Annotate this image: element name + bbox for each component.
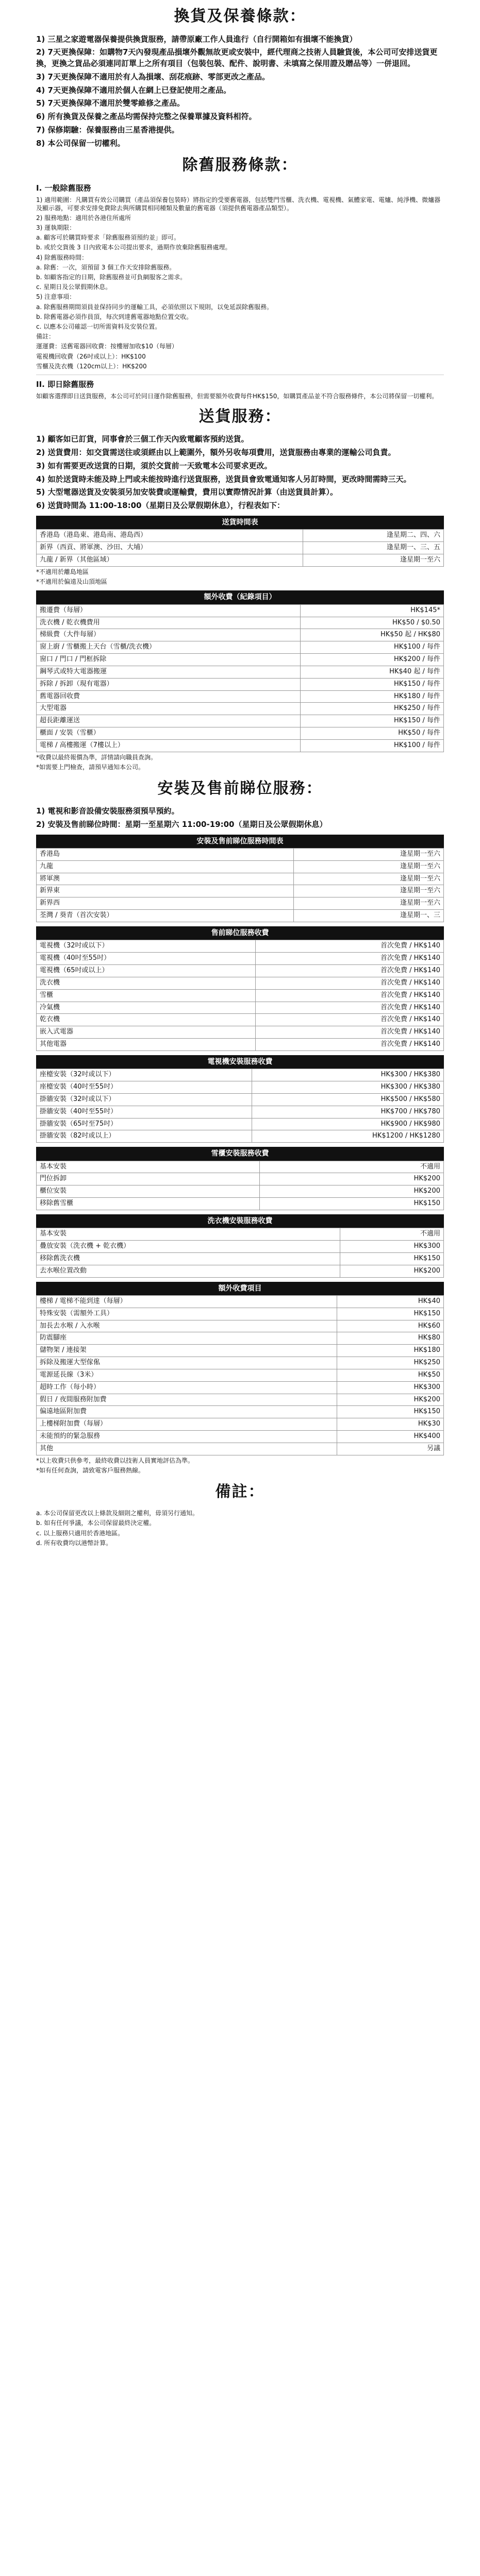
fridge-install-table [36,1147,444,1210]
cell: 搬遷費（每層） [37,604,301,617]
cell: 首次免費 / HK$140 [255,977,443,989]
table-head: 額外收費（紀錄項目） [36,590,444,604]
cell: HK$50 起 / HK$80 [301,629,444,641]
cell: HK$150 [340,1252,443,1265]
table-row [37,1369,444,1381]
cell: HK$145* [301,604,444,617]
remark-1: a. 本公司保留更改以上條款及細則之權利，毋須另行通知。 [36,1510,198,1517]
install-schedule-table [36,835,444,922]
cell: 梯級費（大件每層） [37,629,301,641]
cell: HK$200 [259,1185,443,1198]
table-row [37,989,444,1002]
cell: 電梯 / 高樓搬運（7樓以上） [37,740,301,752]
page [0,5,480,1559]
cell: 舊電器回收費 [37,690,301,703]
cell: 拆除 / 拆卸（現有電器） [37,678,301,690]
cell: HK$60 [337,1320,444,1332]
cell: 逢星期一、三、五 [303,541,443,554]
washer-install-table [36,1214,444,1278]
cell: HK$500 / HK$580 [252,1093,444,1106]
cell: 首次免費 / HK$140 [255,989,443,1002]
cell: 特殊安裝（需額外工具） [37,1308,337,1320]
cell: 儲物架 / 連接架 [37,1345,337,1357]
cell: 逢星期一至六 [303,554,443,566]
cell: 假日 / 夜間服務附加費 [37,1394,337,1406]
cell: HK$1200 / HK$1280 [252,1130,444,1143]
cell: 門位拆卸 [37,1173,260,1185]
cell: 首次免費 / HK$140 [255,940,443,953]
table-row [37,1357,444,1369]
install-terms [36,806,444,831]
sec1-p3b: b. 或於交貨後 3 日內致電本公司提出要求，過期作放棄除舊服務處理。 [36,244,231,251]
cell: 首次免費 / HK$140 [255,1026,443,1039]
cell: HK$40 起 / 每件 [301,666,444,678]
cell: 九龍 [37,860,294,873]
remark-2: b. 如有任何爭議，本公司保留最終決定權。 [36,1519,156,1527]
cell: 首次免費 / HK$140 [255,1002,443,1014]
table-head: 雪櫃安裝服務收費 [36,1147,444,1160]
cell: 首次免費 / HK$140 [255,1014,443,1026]
delivery-schedule-table [36,516,444,587]
term-3: 3) 7天更換保障不適用於有人為損壞、刮花痕跡、零部更改之產品。 [36,72,270,81]
cell: HK$50 / $0.50 [301,617,444,629]
delivery-terms [36,434,444,512]
cell: 電視機（40吋至55吋） [37,953,256,965]
sec1-p5b: b. 除舊電器必須作員頂，每次到達舊電器地點位置交收。 [36,313,193,320]
cell: HK$200 [259,1173,443,1185]
table-row [37,1308,444,1320]
cell: HK$900 / HK$980 [252,1118,444,1130]
title-remarks: 備註： [215,1482,265,1501]
term-8: 8) 本公司保留一切權利。 [36,138,125,148]
cell: HK$150 / 每件 [301,715,444,727]
cell: 電視機（65吋或以上） [37,964,256,977]
title-recycle: 除舊服務條款： [182,156,298,175]
table-row [37,703,444,715]
cell: 逢星期一至六 [293,897,444,910]
cell: 洗衣機 [37,977,256,989]
cell: HK$150 [259,1198,443,1210]
term-2: 2) 7天更換保障：如購物7天內發現產品損壞外觀無故更或安裝中，經代理商之技術人員驗貨後，本公司可安排送貨更換，更換之貨品必須連同訂單上之所有項目（包裝包裝、配件、說明書、未填寫之保用證及贈品等）一併退回。 [36,47,438,68]
table-row [37,977,444,989]
cell: HK$300 [340,1241,443,1253]
cell: 逢星期二、四、六 [303,530,443,542]
table-row [37,1295,444,1308]
cell: 逢星期一至六 [293,873,444,885]
cell: 移除舊洗衣機 [37,1252,340,1265]
fee-line-2: 運運費：送舊電器回收費：按樓層加收$10（每層） [36,343,178,350]
cell: 座檯安裝（40吋至55吋） [37,1081,252,1094]
sec1-p5head: 5) 注意事項： [36,293,76,301]
cell: 逢星期一至六 [293,860,444,873]
cell: 移除舊雪櫃 [37,1198,260,1210]
table-row [37,541,444,554]
table-row [37,690,444,703]
cell: 拆除及搬運大型傢俬 [37,1357,337,1369]
warranty-terms [36,34,444,149]
cell: 樓梯 / 電梯不能到達（每層） [37,1295,337,1308]
cell: 基本安裝 [37,1228,340,1241]
cell: 嵌入式電器 [37,1026,256,1039]
cell: HK$200 / 每件 [301,654,444,666]
table-row [37,1093,444,1106]
cell: 洗衣機 / 乾衣機費用 [37,617,301,629]
cell: 逢星期一至六 [293,848,444,860]
fee-line-1: 備註： [36,333,55,341]
cell: 首次免費 / HK$140 [255,1039,443,1051]
term-4: 4) 7天更換保障不適用於個人在網上已登記使用之產品。 [36,85,231,95]
cell: 首次免費 / HK$140 [255,964,443,977]
table-row [37,964,444,977]
cell: 上樓梯附加費（每層） [37,1418,337,1431]
sec1-p4b: b. 如顧客指定的日期，除舊服務並可負網服客之需求。 [36,274,187,281]
cell: HK$250 / 每件 [301,703,444,715]
table-head: 售前睇位服務收費 [36,926,444,940]
cell: 超時工作（每小時） [37,1381,337,1394]
note: *如有任何查詢，請致電客戶服務熱線。 [36,1467,145,1475]
del-term-1: 1) 顧客如已訂貨，同事會於三個工作天內致電顧客預約送貨。 [36,434,249,444]
remark-4: d. 所有收費均以港幣計算。 [36,1539,112,1547]
extra-fee-table [36,590,444,772]
del-time: 6) 送貨時間為 11:00-18:00（星期日及公眾假期休息），行程表如下： [36,501,285,511]
table-row [37,860,444,873]
table-row [37,1320,444,1332]
table-row [37,1443,444,1455]
fee-line-3: 電視機回收費（26吋或以上）：HK$100 [36,352,146,360]
table-row [37,666,444,678]
cell: HK$400 [337,1431,444,1443]
tv-install-table [36,1055,444,1143]
table-row [37,654,444,666]
table-row [37,1381,444,1394]
table-row [37,740,444,752]
table-row [37,1406,444,1418]
cell: 不適用 [340,1228,443,1241]
sec1-head: I. 一般除舊服務 [36,183,91,193]
table-row [37,1345,444,1357]
cell: 鋼琴式或特大電器搬運 [37,666,301,678]
cell: 座檯安裝（32吋或以下） [37,1069,252,1081]
cell: 雪櫃 [37,989,256,1002]
cell: HK$180 [337,1345,444,1357]
table-head: 安裝及售前睇位服務時間表 [36,835,444,848]
cell: HK$80 [337,1332,444,1345]
sec1-p5c: c. 以應本公司確認一切所需資料及安裝位置。 [36,323,161,330]
table-row [37,1002,444,1014]
cell: 未能預約的緊急服務 [37,1431,337,1443]
cell: 超長距離運送 [37,715,301,727]
table-row [37,1418,444,1431]
cell: HK$180 / 每件 [301,690,444,703]
del-term-4: 4) 如於送貨時未能及時上門或未能按時進行送貨服務，送貨員會致電通知客人另訂時間，更改時間需時三天。 [36,474,411,484]
title-warranty: 換貨及保養條款： [174,7,306,25]
cell: 掛牆安裝（40吋至55吋） [37,1106,252,1118]
table-row [37,1039,444,1051]
cell: 掛牆安裝（32吋或以下） [37,1093,252,1106]
cell: HK$300 / HK$380 [252,1081,444,1094]
cell: 掛牆安裝（65吋至75吋） [37,1118,252,1130]
note: *不適用於偏遠及山頂地區 [36,578,108,586]
remark-3: c. 以上服務只適用於香港地區。 [36,1529,124,1537]
cell: HK$30 [337,1418,444,1431]
cell: 香港島 [37,848,294,860]
table-row [37,885,444,897]
table-row [37,641,444,654]
table-row [37,530,444,542]
cell: 冷氣機 [37,1002,256,1014]
inst-term-2: 2) 安裝及售前睇位時間：星期一至星期六 11:00-19:00（星期日及公眾假期休息） [36,819,327,829]
cell: 其他 [37,1443,337,1455]
cell: 新界東 [37,885,294,897]
table-row [37,1394,444,1406]
table-row [37,873,444,885]
cell: HK$40 [337,1295,444,1308]
cell: 另議 [337,1443,444,1455]
note: *如需要上門檢查，請預早通知本公司。 [36,764,145,771]
table-row [37,1081,444,1094]
title-install: 安裝及售前睇位服務： [157,779,323,798]
cell: HK$150 [337,1308,444,1320]
cell: HK$100 / 每件 [301,740,444,752]
cell: 將軍澳 [37,873,294,885]
table-row [37,897,444,910]
section-same-day-recycle [36,379,444,400]
sec1-p4head: 4) 除舊服務時間： [36,253,88,261]
title-delivery: 送貨服務： [198,407,282,426]
table-row [37,678,444,690]
cell: 逢星期一、三 [293,910,444,922]
sec2-p: 如顧客選擇即日送貨服務，本公司可於同日運作除舊服務，但需要額外收費每件HK$150，如購買產品並不符合服務條件，本公司將保留一切權利。 [36,392,438,400]
cell: 九龍 / 新界（其他區域） [37,554,303,566]
table-row [37,1241,444,1253]
cell: 新界西 [37,897,294,910]
cell: HK$150 / 每件 [301,678,444,690]
table-row [37,715,444,727]
cell: 電源延長線（3米） [37,1369,337,1381]
term-5: 5) 7天更換保障不適用於雙零維修之產品。 [36,98,185,108]
cell: 電視機（32吋或以下） [37,940,256,953]
table-row [37,727,444,740]
term-7: 7) 保修期驗：保養服務由三星香港提供。 [36,125,179,134]
sec1-p3a: a. 顧客可於購買時要求「除舊服務須預約並」即可。 [36,234,180,242]
cell: 香港島（港島東、港島南、港島西） [37,530,303,542]
cell: 去水喉位置改動 [37,1265,340,1277]
cell: 加長去水喉 / 入水喉 [37,1320,337,1332]
cell: 窗口 / 門口 / 門框拆除 [37,654,301,666]
note: *收費以最終報價為準，詳情請向職員查詢。 [36,753,157,761]
table-row [37,1332,444,1345]
table-head: 電視機安裝服務收費 [36,1055,444,1069]
cell: 掛牆安裝（82吋或以上） [37,1130,252,1143]
sec2-head: II. 即日除舊服務 [36,379,94,389]
cell: HK$250 [337,1357,444,1369]
sec1-p3head: 3) 運執期限： [36,224,76,232]
table-row [37,953,444,965]
cell: HK$300 / HK$380 [252,1069,444,1081]
cell: HK$50 [337,1369,444,1381]
cell: 新界（西貢、將軍澳、沙田、大埔） [37,541,303,554]
cell: 乾衣機 [37,1014,256,1026]
remarks [36,1509,444,1547]
cell: 窗上廚 / 雪櫃搬上天台（雪櫃/洗衣機） [37,641,301,654]
table-row [37,848,444,860]
section-general-recycle [36,183,444,370]
cell: 防震腳座 [37,1332,337,1345]
table-head: 洗衣機安裝服務收費 [36,1214,444,1228]
cell: HK$50 / 每件 [301,727,444,740]
table-row [37,1265,444,1277]
table-row [37,1014,444,1026]
cell: 基本安裝 [37,1161,260,1173]
term-6: 6) 所有換貨及保養之產品均需保持完整之保養單據及資料相符。 [36,112,257,121]
sec1-p1: 1) 適用範圍：凡購買有效公司購買（產品須保養包裝時）將指定的受要舊電器，包括雙門雪櫃、洗衣機、電視機、氣體家電、電爐、純淨機、微爐器及顯示器，可要求安排免費除去與所購買相同種類及數量的舊電器（須提供舊電器產品類型）。 [36,196,441,212]
cell: HK$150 [337,1406,444,1418]
cell: 偏遠地區附加費 [37,1406,337,1418]
cell: HK$100 / 每件 [301,641,444,654]
table-row [37,1130,444,1143]
table-row [37,910,444,922]
fee-line-4: 雪櫃及洗衣機（120cm以上）：HK$200 [36,362,147,370]
cell: 櫃面 / 安裝（雪櫃） [37,727,301,740]
table-row [37,554,444,566]
sec1-p4c: c. 星期日及公眾假期休息。 [36,283,112,291]
table-row [37,1185,444,1198]
cell: HK$300 [337,1381,444,1394]
del-term-5: 5) 大型電器送貨及安裝須另加安裝費或運輸費，費用以實際情況計算（由送貨員計算）。 [36,487,338,497]
note: *以上收費只供參考，最終收費以技術人員實地評估為準。 [36,1456,194,1464]
table-row [37,1106,444,1118]
cell: 首次免費 / HK$140 [255,953,443,965]
sec1-p2: 2) 服務地點：適用於各港住所處所 [36,214,131,222]
table-row [37,629,444,641]
cell: HK$200 [340,1265,443,1277]
table-row [37,1198,444,1210]
cell: 櫃位安裝 [37,1185,260,1198]
table-row [37,1069,444,1081]
table-row [37,1161,444,1173]
inst-term-1: 1) 電視和影音設備安裝服務須預早預約。 [36,806,179,816]
cell: 大型電器 [37,703,301,715]
cell: HK$700 / HK$780 [252,1106,444,1118]
sec1-p5a: a. 除舊服務期間須員並保持同步的運輸工具，必須依照以下規則，以免延誤除舊服務。 [36,303,273,311]
table-row [37,1431,444,1443]
table-row [37,1118,444,1130]
table-row [37,940,444,953]
table-row [37,1228,444,1241]
table-row [37,617,444,629]
del-term-2: 2) 送貨費用：如交貨需送往或須經由以上範圍外，額外另收每項費用，送貨服務由專業的運輸公司負責。 [36,448,396,457]
term-1: 1) 三星之家遊電器保養提供換貨服務，請帶原廠工作人員進行（自行開箱如有損壞不能換貨） [36,34,357,44]
cell: 荃灣 / 葵青（首次安裝） [37,910,294,922]
cell: 疊放安裝（洗衣機 + 乾衣機） [37,1241,340,1253]
table-head: 送貨時間表 [36,516,444,529]
table-head: 額外收費項目 [36,1282,444,1295]
cell: 逢星期一至六 [293,885,444,897]
cell: 其他電器 [37,1039,256,1051]
extra-install-fee-table [36,1282,444,1476]
table-row [37,1026,444,1039]
cell: 不適用 [259,1161,443,1173]
sec1-p4a: a. 除舊：一次，須預留 3 個工作天安排除舊服務。 [36,263,176,271]
table-row [37,604,444,617]
table-row [37,1173,444,1185]
table-row [37,1252,444,1265]
pre-survey-fee-table [36,926,444,1051]
cell: HK$200 [337,1394,444,1406]
del-term-3: 3) 如有需要更改送貨的日期，須於交貨前一天致電本公司要求更改。 [36,461,272,470]
note: *不適用於離島地區 [36,568,89,575]
